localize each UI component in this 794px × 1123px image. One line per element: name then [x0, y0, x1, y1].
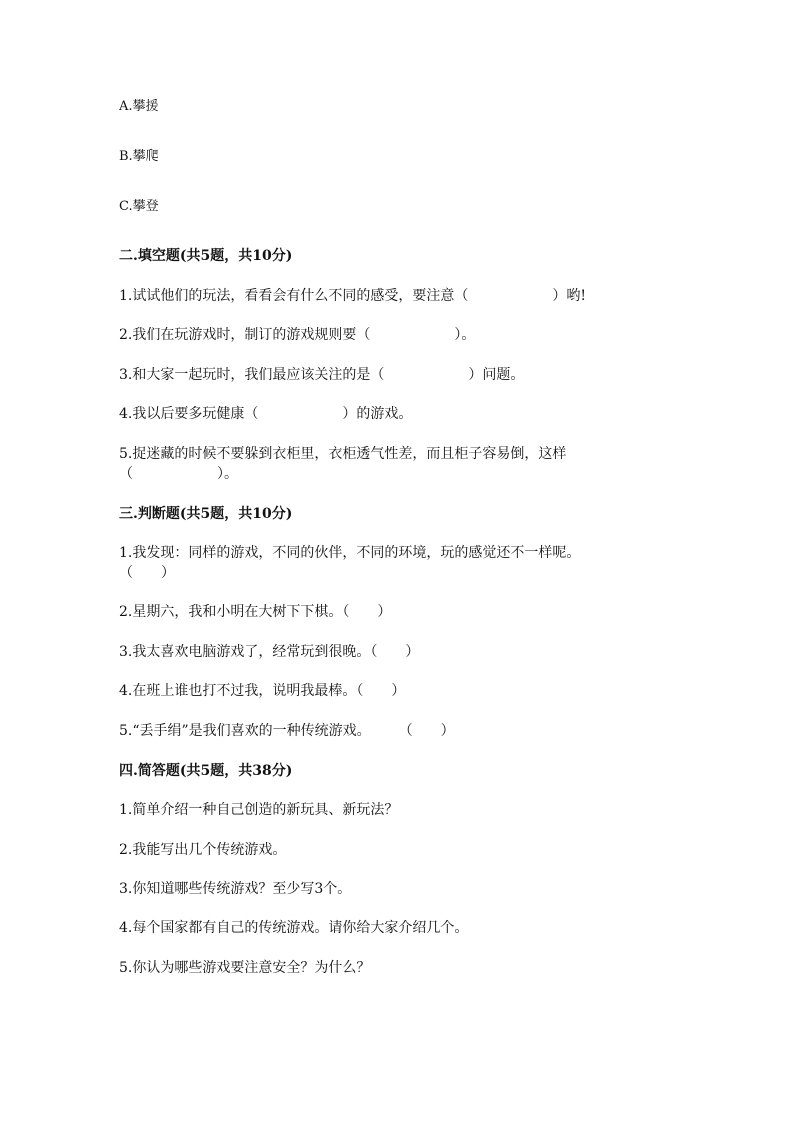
- fill-question-4: 4.我以后要多玩健康（ ）的游戏。: [119, 406, 413, 422]
- judge-question-1-blank: （ ）: [119, 565, 175, 581]
- fill-question-5-blank: （ ）。: [119, 466, 238, 482]
- short-question-1: 1.简单介绍一种自己创造的新玩具、新玩法？: [119, 802, 399, 818]
- judge-question-2: 2.星期六，我和小明在大树下下棋。（ ）: [119, 604, 392, 620]
- short-question-2: 2.我能写出几个传统游戏。: [119, 842, 287, 858]
- option-c: C.攀登: [119, 199, 159, 214]
- short-question-3: 3.你知道哪些传统游戏？至少写3个。: [119, 881, 352, 897]
- judge-question-4: 4.在班上谁也打不过我，说明我最棒。（ ）: [119, 683, 406, 699]
- fill-question-1: 1.试试他们的玩法，看看会有什么不同的感受，要注意（ ）哟!: [119, 288, 586, 304]
- section-title-true-false: 三.判断题(共5题，共10分): [119, 506, 293, 522]
- fill-question-5: 5.捉迷藏的时候不要躲到衣柜里，衣柜透气性差，而且柜子容易倒，这样: [119, 446, 567, 462]
- judge-question-3: 3.我太喜欢电脑游戏了，经常玩到很晚。（ ）: [119, 644, 420, 660]
- option-b: B.攀爬: [119, 149, 159, 164]
- short-question-5: 5.你认为哪些游戏要注意安全？为什么？: [119, 960, 371, 976]
- fill-question-3: 3.和大家一起玩时，我们最应该关注的是（ ）问题。: [119, 367, 525, 383]
- section-title-short-answer: 四.简答题(共5题，共38分): [119, 763, 293, 779]
- judge-question-5: 5.“丢手绢”是我们喜欢的一种传统游戏。 （ ）: [119, 723, 455, 739]
- judge-question-1: 1.我发现：同样的游戏，不同的伙伴，不同的环境，玩的感觉还不一样呢。: [119, 545, 581, 561]
- section-title-fill-in: 二.填空题(共5题，共10分): [119, 248, 293, 264]
- option-a: A.攀援: [119, 99, 159, 114]
- fill-question-2: 2.我们在玩游戏时，制订的游戏规则要（ ）。: [119, 327, 476, 343]
- short-question-4: 4.每个国家都有自己的传统游戏。请你给大家介绍几个。: [119, 920, 469, 936]
